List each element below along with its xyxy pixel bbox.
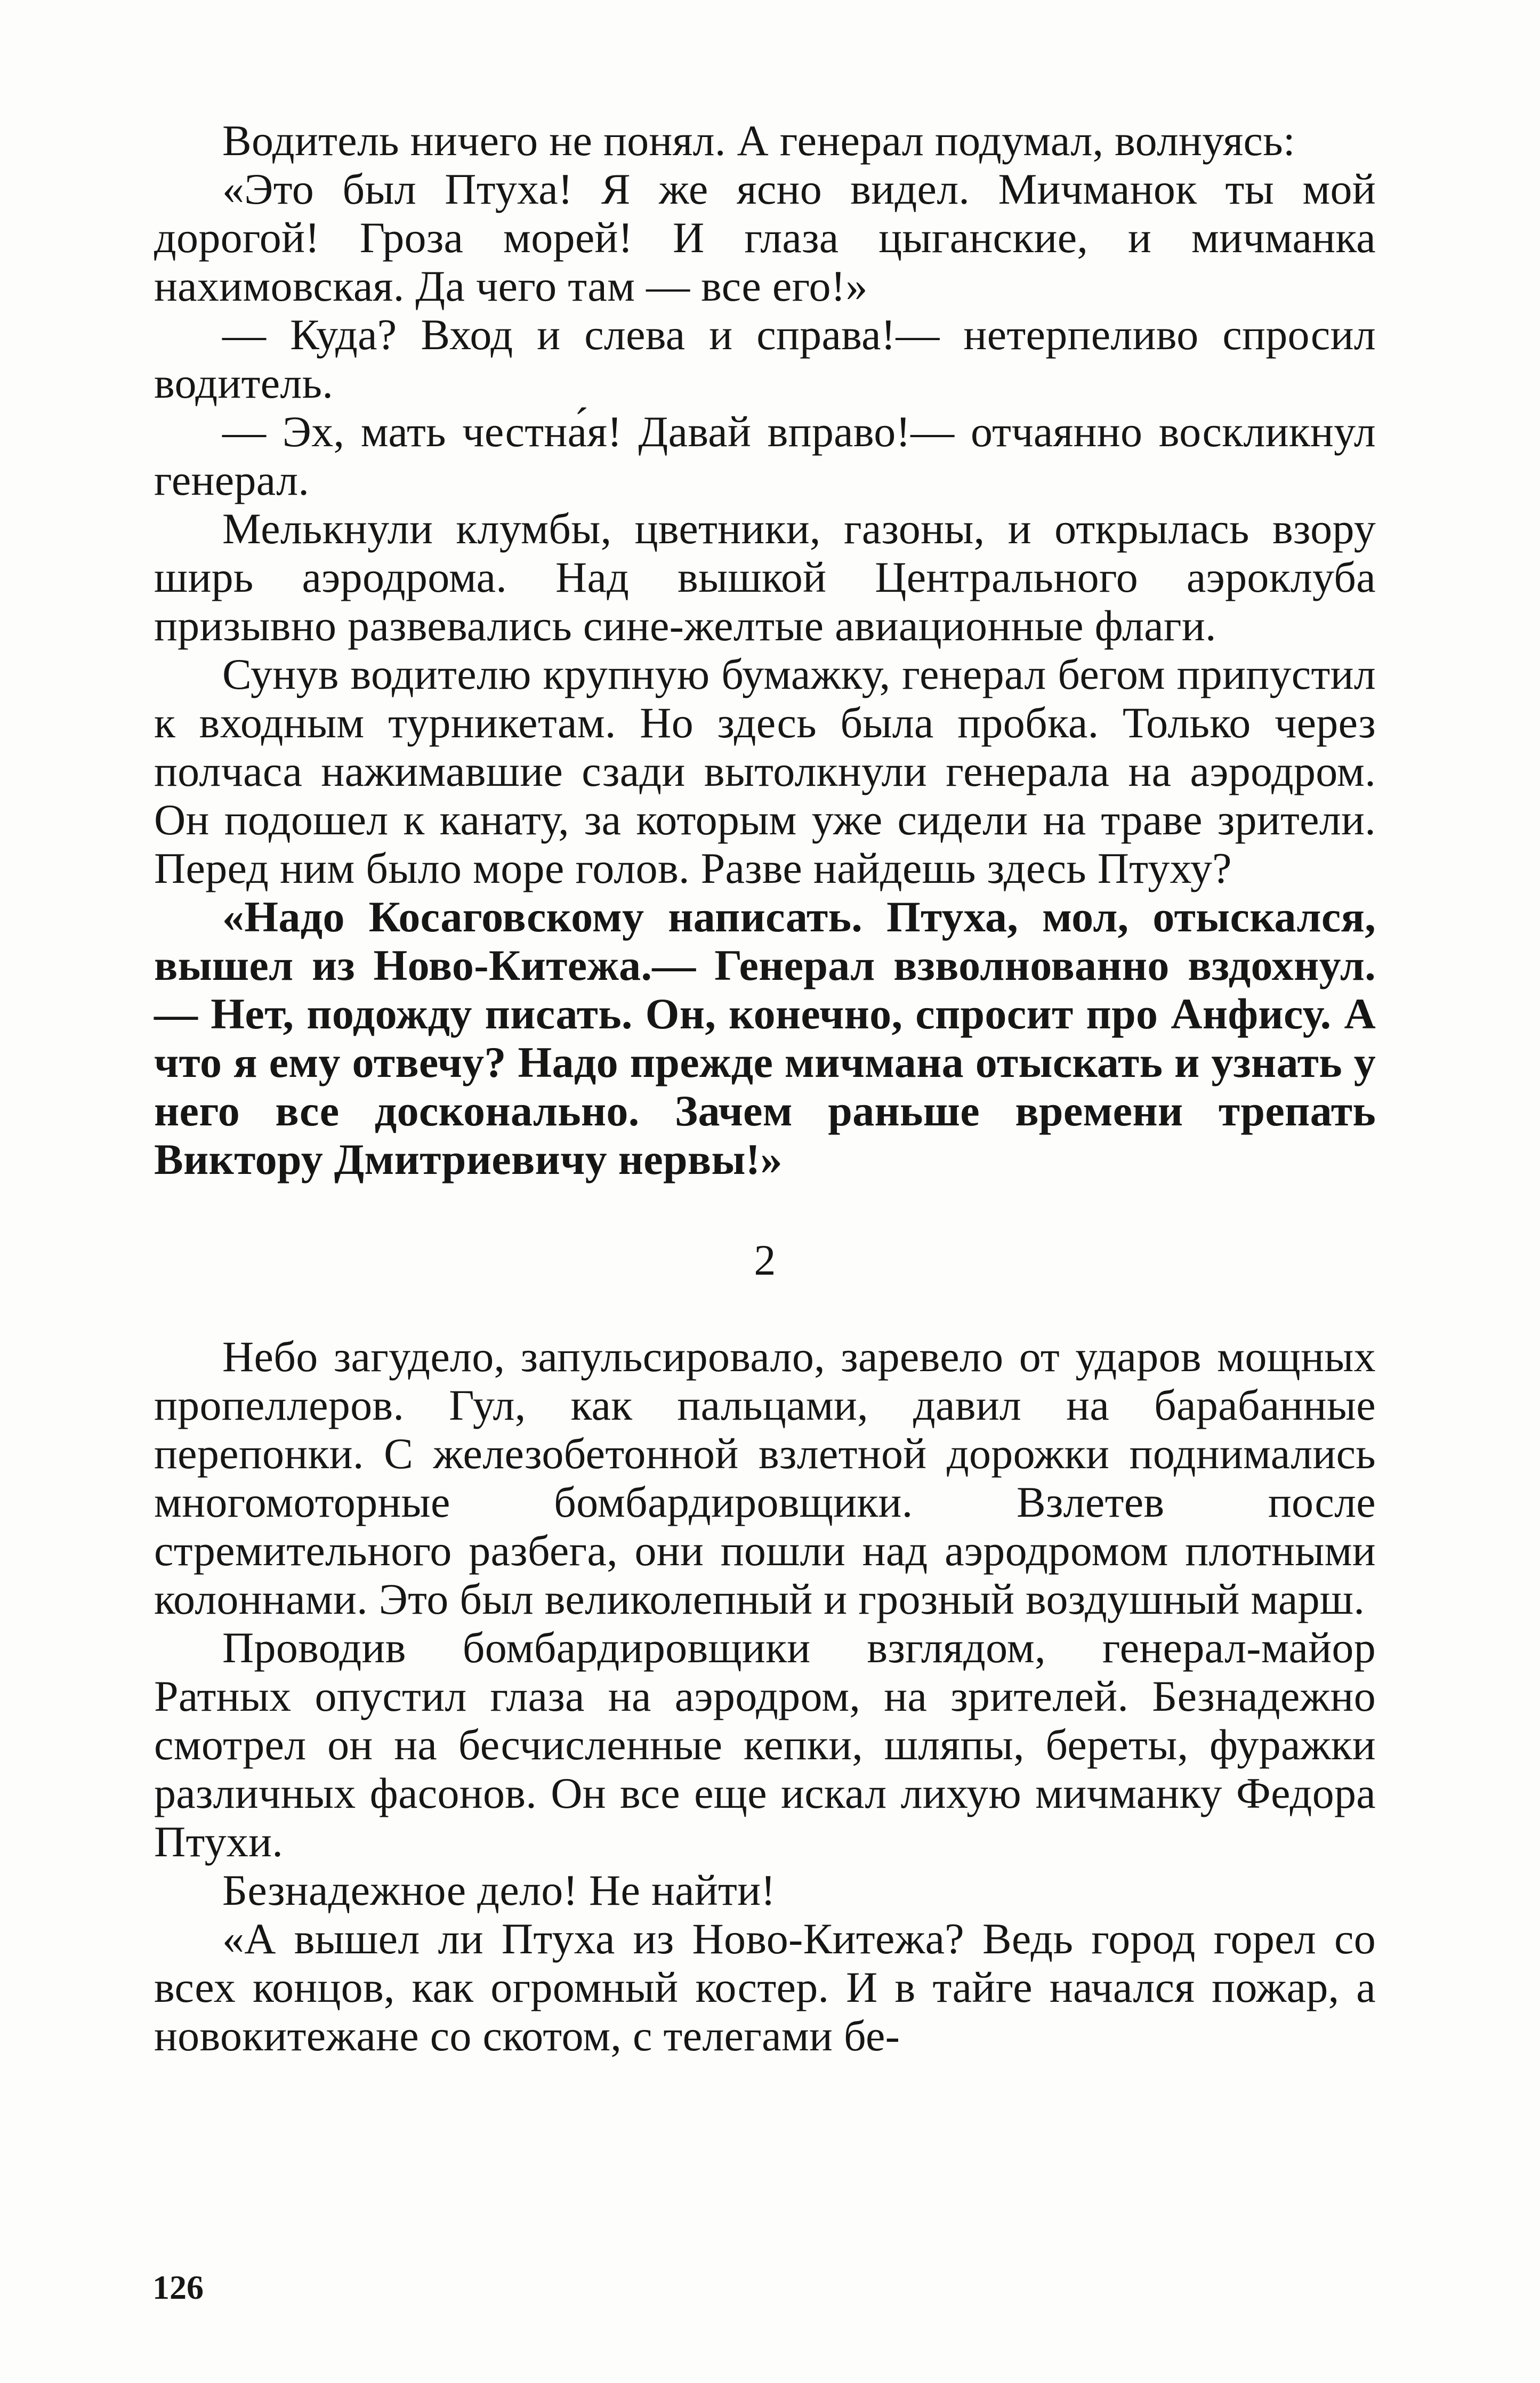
paragraph: Безнадежное дело! Не найти! [222,1866,776,1914]
paragraph: «Это был Птуха! Я же ясно видел. Мичманок ты мой дорогой! Гроза морей! И глаза цыганские, и мичманка нахимовская. Да чего там — все его!» [154,165,1376,310]
paragraph: Мелькнули клумбы, цветники, газоны, и открылась взору ширь аэродрома. Над вышкой Центрального аэроклуба призывно развевались сине-желтые авиационные флаги. [154,504,1376,650]
section-number: 2 [754,1236,776,1284]
paragraph: «А вышел ли Птуха из Ново-Китежа? Ведь город горел со всех концов, как огромный костер. И в тайге начался пожар, а новокитежане со скотом, с телегами бе- [154,1914,1376,2060]
paragraph: Проводив бомбардировщики взглядом, генерал-майор Ратных опустил глаза на аэродром, на зрителей. Безнадежно смотрел он на бесчисленные кепки, шляпы, береты, фуражки различных фасонов. Он все еще искал лихую мичманку Федора Птухи. [154,1623,1376,1866]
paragraph: — Куда? Вход и слева и справа!— нетерпеливо спросил водитель. [154,310,1376,407]
page-number: 126 [152,2268,204,2306]
paragraph-quote: «Надо Косаговскому написать. Птуха, мол, отыскался, вышел из Ново-Китежа.— Генерал взволнованно вздохнул.— Нет, подожду писать. Он, конечно, спросит про Анфису. А что я ему отвечу? Надо прежде мичмана отыскать и узнать у него все досконально. Зачем раньше времени трепать Виктору Дмитриевичу нервы!» [154,892,1376,1184]
text-column [154,116,1376,2060]
paragraph: Небо загудело, запульсировало, заревело от ударов мощных пропеллеров. Гул, как пальцами, давил на барабанные перепонки. С железобетонной взлетной дорожки поднимались многомоторные бомбардировщики. Взлетев после стремительного разбега, они пошли над аэродромом плотными колоннами. Это был великолепный и грозный воздушный марш. [154,1332,1376,1623]
paragraph: Сунув водителю крупную бумажку, генерал бегом припустил к входным турникетам. Но здесь была пробка. Только через полчаса нажимавшие сзади вытолкнули генерала на аэродром. Он подошел к канату, за которым уже сидели на траве зрители. Перед ним было море голов. Разве найдешь здесь Птуху? [154,650,1376,892]
paragraph: — Эх, мать честна́я! Давай вправо!— отчаянно воскликнул генерал. [154,407,1376,504]
paragraph: Водитель ничего не понял. А генерал подумал, волнуясь: [222,116,1295,165]
